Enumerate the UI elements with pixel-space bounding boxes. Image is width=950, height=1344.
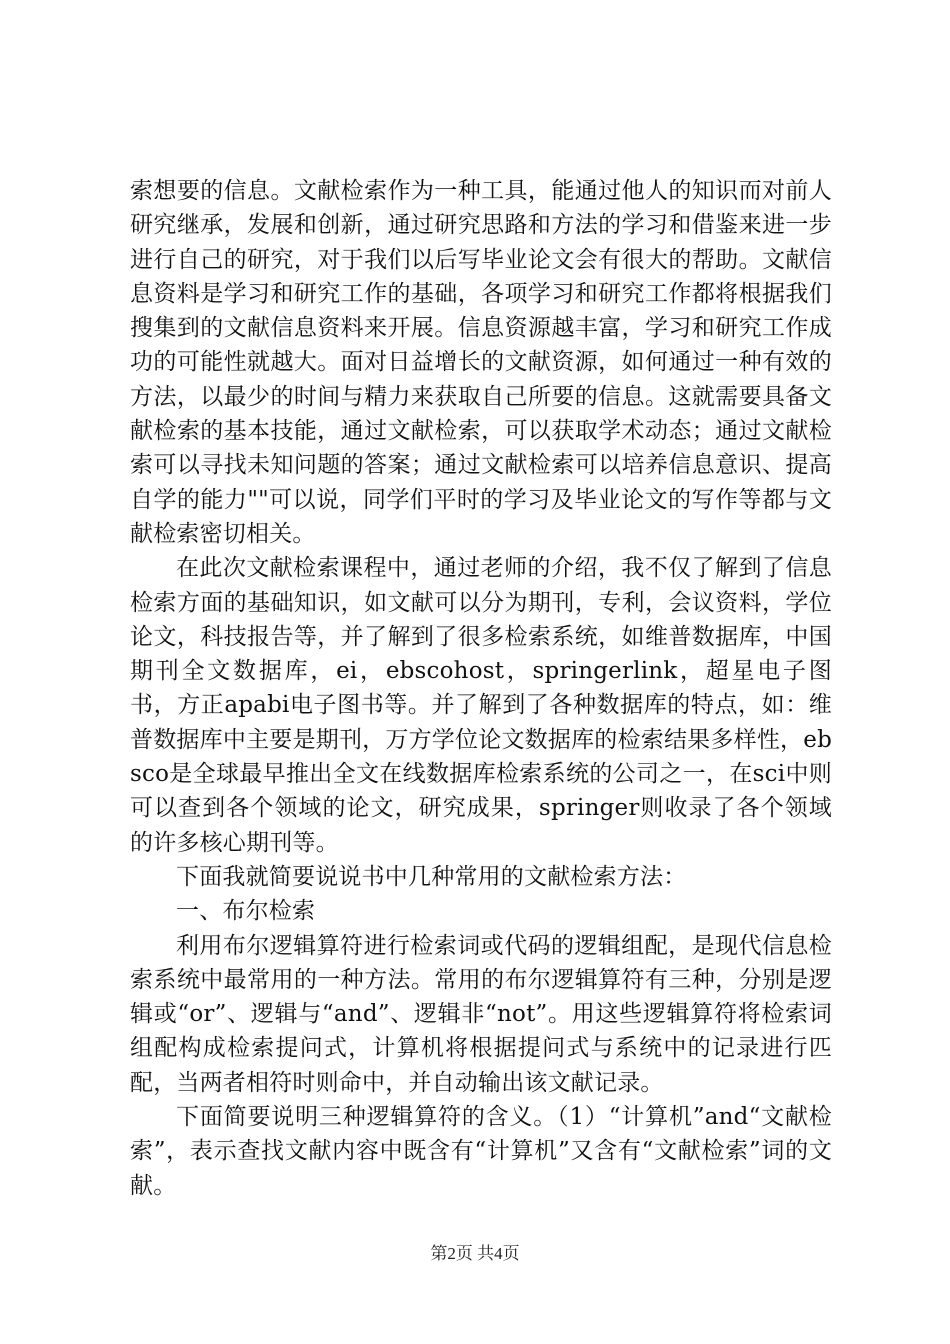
paragraph-course-summary: 在此次文献检索课程中，通过老师的介绍，我不仅了解到了信息检索方面的基础知识，如文献可以分为期刊，专利，会议资料，学位论文，科技报告等，并了解到了很多检索系统，如维普数据库，中国期刊全文数据库，ei，ebscohost，springerlink，超星电子图书，方正apabi电子图书等。并了解到了各种数据库的特点，如：维普数据库中主要是期刊，万方学位论文数据库的检索结果多样性，ebsco是全球最早推出全文在线数据库检索系统的公司之一，在sci中则可以查到各个领域的论文，研究成果，springer则收录了各个领域的许多核心期刊等。 [130, 555, 832, 856]
page-footer [0, 1242, 950, 1266]
paragraph-boolean-description: 利用布尔逻辑算符进行检索词或代码的逻辑组配，是现代信息检索系统中最常用的一种方法。常用的布尔逻辑算符有三种，分别是逻辑或“or”、逻辑与“and”、逻辑非“not”。用这些逻辑算符将检索词组配构成检索提问式，计算机将根据提问式与系统中的记录进行匹配，当两者相符时则命中，并自动输出该文献记录。 [130, 932, 832, 1096]
paragraph-operator-meaning: 下面简要说明三种逻辑算符的含义。（1）“计算机”and“文献检索”，表示查找文献内容中既含有“计算机”又含有“文献检索”词的文献。 [130, 1104, 832, 1199]
paragraph-methods-intro: 下面我就简要说说书中几种常用的文献检索方法： [176, 863, 687, 890]
body-text [130, 174, 832, 1203]
paragraph-continuation: 索想要的信息。文献检索作为一种工具，能通过他人的知识而对前人研究继承，发展和创新，通过研究思路和方法的学习和借鉴来进一步进行自己的研究，对于我们以后写毕业论文会有很大的帮助。文献信息资料是学习和研究工作的基础，各项学习和研究工作都将根据我们搜集到的文献信息资料来开展。信息资源越丰富，学习和研究工作成功的可能性就越大。面对日益增长的文献资源，如何通过一种有效的方法，以最少的时间与精力来获取自己所要的信息。这就需要具备文献检索的基本技能，通过文献检索，可以获取学术动态；通过文献检索可以寻找未知问题的答案；通过文献检索可以培养信息意识、提高自学的能力""可以说，同学们平时的学习及毕业论文的写作等都与文献检索密切相关。 [130, 178, 832, 547]
section-heading-boolean: 一、布尔检索 [176, 898, 316, 925]
page-number-label: 第2页 共4页 [430, 1244, 520, 1263]
